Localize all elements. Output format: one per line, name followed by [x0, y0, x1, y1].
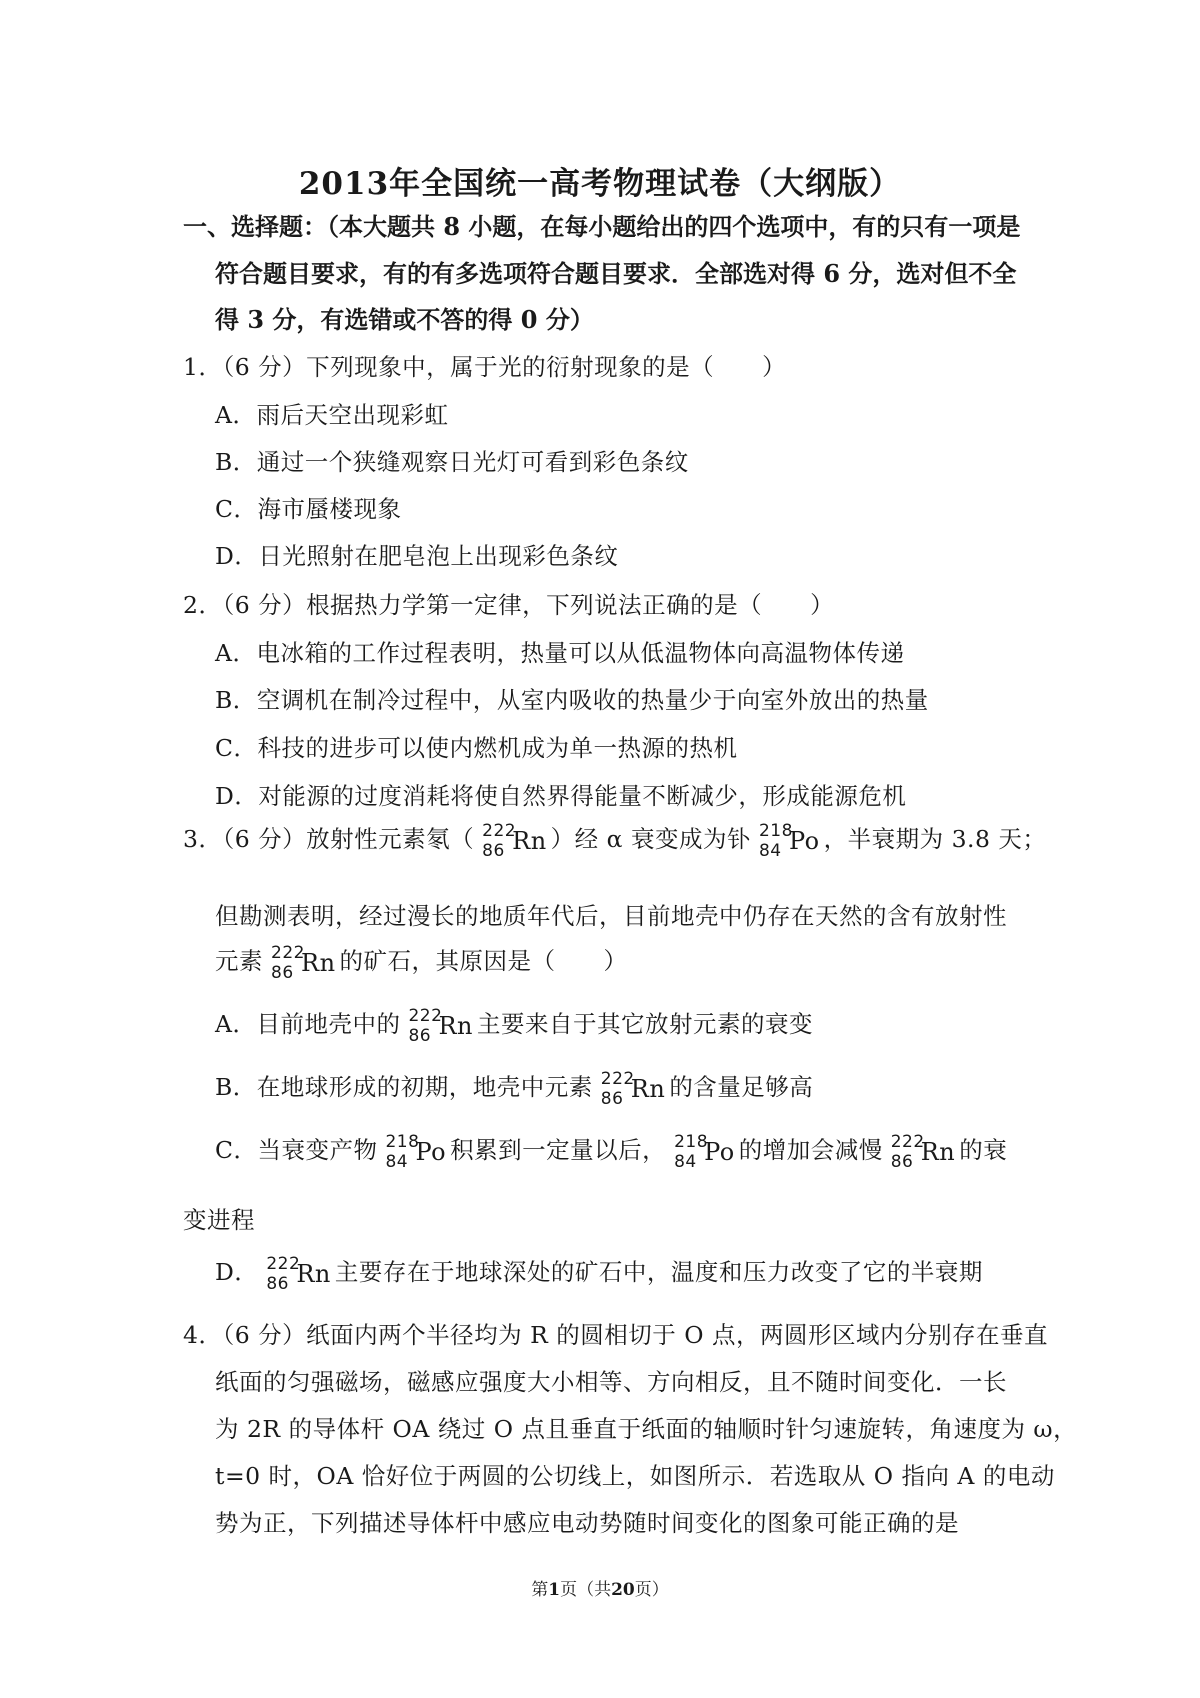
- nuclide-po: 218 84 Po: [385, 1131, 447, 1172]
- section-heading-line-2: 符合题目要求，有的有多选项符合题目要求．全部选对得 6 分，选对但不全: [215, 259, 1017, 288]
- page-title: 2013年全国统一高考物理试卷（大纲版）: [298, 166, 902, 202]
- section-heading-line-1: 一、选择题：（本大题共 8 小题，在每小题给出的四个选项中，有的只有一项是: [183, 212, 1021, 241]
- section-heading-line-3: 得 3 分，有选错或不答的得 0 分）: [215, 305, 594, 334]
- page-total: 20: [611, 1580, 635, 1600]
- question-3-option-b: B．在地球形成的初期，地壳中元素 222 86 Rn 的含量足够高: [215, 1068, 814, 1109]
- question-1-option-a: A．雨后天空出现彩虹: [215, 401, 449, 429]
- nuclide-rn: 222 86 Rn: [890, 1131, 956, 1172]
- page-footer: 第1页（共20页）: [531, 1580, 669, 1600]
- nuclide-rn: 222 86 Rn: [271, 942, 336, 983]
- nuclide-po: 218 84 Po: [758, 820, 820, 861]
- nuclide-po: 218 84 Po: [674, 1131, 735, 1172]
- question-4-line-2: 纸面的匀强磁场，磁感应强度大小相等、方向相反，且不随时间变化．一长: [215, 1368, 1007, 1396]
- question-3-option-c-continued: 变进程: [183, 1206, 255, 1234]
- question-4-line-4: t=0 时，OA 恰好位于两圆的公切线上，如图所示．若选取从 O 指向 A 的电动: [215, 1462, 1055, 1490]
- question-3-line-1: 3．（6 分）放射性元素氡（ 222 86 Rn ）经 α 衰变成为钋 218 84 Po ，半衰期为 3.8 天；: [183, 820, 1047, 861]
- question-1-option-c: C．海市蜃楼现象: [215, 495, 402, 523]
- question-3-line-3: 元素 222 86 Rn 的矿石，其原因是（ ）: [215, 942, 628, 983]
- question-2-option-a: A．电冰箱的工作过程表明，热量可以从低温物体向高温物体传递: [215, 639, 905, 667]
- question-4-line-5: 势为正，下列描述导体杆中感应电动势随时间变化的图象可能正确的是: [215, 1509, 959, 1537]
- nuclide-rn: 222 86 Rn: [482, 820, 547, 861]
- question-4-line-3: 为 2R 的导体杆 OA 绕过 O 点且垂直于纸面的轴顺时针匀速旋转，角速度为 ω，: [215, 1415, 1078, 1443]
- page-number: 1: [548, 1580, 561, 1600]
- question-3-option-a: A．目前地壳中的 222 86 Rn 主要来自于其它放射元素的衰变: [215, 1005, 814, 1046]
- question-1-stem: 1．（6 分）下列现象中，属于光的衍射现象的是（ ）: [183, 353, 787, 381]
- question-1-option-b: B．通过一个狭缝观察日光灯可看到彩色条纹: [215, 448, 689, 476]
- question-2-option-b: B．空调机在制冷过程中，从室内吸收的热量少于向室外放出的热量: [215, 686, 929, 714]
- question-1-option-d: D．日光照射在肥皂泡上出现彩色条纹: [215, 542, 619, 570]
- question-3-option-d: D． 222 86 Rn 主要存在于地球深处的矿石中，温度和压力改变了它的半衰期: [215, 1253, 983, 1294]
- question-2-option-d: D．对能源的过度消耗将使自然界得能量不断减少，形成能源危机: [215, 782, 907, 810]
- nuclide-rn: 222 86 Rn: [600, 1068, 666, 1109]
- question-2-stem: 2．（6 分）根据热力学第一定律，下列说法正确的是（ ）: [183, 591, 835, 619]
- question-2-option-c: C．科技的进步可以使内燃机成为单一热源的热机: [215, 734, 738, 762]
- question-3-option-c: C．当衰变产物 218 84 Po 积累到一定量以后， 218 84 Po 的增加会减慢 222 86 Rn 的衰: [215, 1131, 1008, 1172]
- nuclide-rn: 222 86 Rn: [266, 1253, 331, 1294]
- question-4-line-1: 4．（6 分）纸面内两个半径均为 R 的圆相切于 O 点，两圆形区域内分别存在垂直: [183, 1321, 1048, 1349]
- nuclide-rn: 222 86 Rn: [408, 1005, 474, 1046]
- question-3-line-2: 但勘测表明，经过漫长的地质年代后，目前地壳中仍存在天然的含有放射性: [215, 902, 1007, 930]
